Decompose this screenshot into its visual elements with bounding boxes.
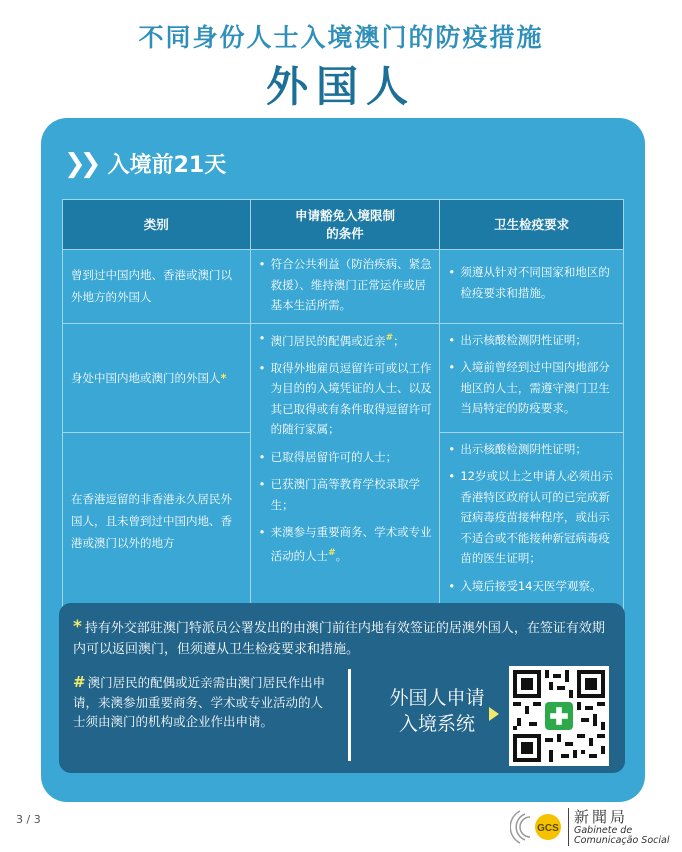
requirement-item: • 入境后接受14天医学观察。 [446, 576, 617, 597]
logo-divider [568, 808, 569, 846]
requirement-item: • 入境前曾经到过中国内地部分地区的人士，需遵守澳门卫生当局特定的防疫要求。 [446, 357, 617, 419]
svg-text:GCS: GCS [537, 823, 559, 834]
category-text: 在香港逗留的非香港永久居民外国人，且未曾到过中国内地、香港或澳门以外的地方 [71, 491, 232, 550]
note-hash [73, 673, 335, 732]
section-title: 入境前21天 [107, 153, 227, 178]
qr-code-icon [513, 670, 605, 762]
category-cell [63, 250, 251, 324]
divider [348, 669, 351, 761]
requirement-item: • 须遵从针对不同国家和地区的检疫要求和措施。 [446, 262, 617, 303]
category-text: 身处中国内地或澳门的外国人 [71, 370, 221, 385]
condition-item: • 已获澳门高等教育学校录取学生； [257, 474, 434, 515]
condition-tail: ； [393, 333, 405, 348]
requirements-cell [440, 323, 624, 432]
logo-pt-line2: Comunicação Social [574, 835, 670, 846]
logo-chinese-name: 新聞局 [574, 808, 629, 826]
condition-item: • 取得外地雇员逗留许可或以工作为目的的入境凭证的人士、以及其已取得或有条件取得逗留许可的随行家属； [257, 358, 434, 440]
condition-text: 澳门居民的配偶或近亲 [270, 333, 386, 348]
notes-box [59, 603, 625, 773]
requirements-cell [440, 432, 624, 610]
condition-item: • 符合公共利益（防治疾病、紧急救援）、维持澳门正常运作或居基本生活所需。 [257, 254, 434, 316]
page-subtitle: 外国人 [265, 62, 416, 111]
entry-system-label-line2: 入境系统 [398, 713, 475, 735]
category-cell [63, 323, 251, 432]
conditions-cell [250, 323, 440, 610]
page-title: 不同身份人士入境澳门的防疫措施 [138, 23, 544, 52]
header-category: 类别 [63, 200, 251, 250]
category-cell [63, 432, 251, 610]
header-requirements: 卫生检疫要求 [440, 200, 624, 250]
section-heading [64, 148, 226, 179]
header-conditions [250, 200, 440, 250]
gcs-logo [510, 805, 680, 849]
note-hash-text: 澳门居民的配偶或近亲需由澳门居民作出申请，来澳参加重要商务、学术或专业活动的人士须由澳门的机构或企业作出申请。 [73, 675, 326, 729]
header-conditions-label: 申请豁免入境限制的条件 [294, 207, 395, 241]
condition-text: 来澳参与重要商务、学术或专业活动的人士 [270, 525, 432, 563]
requirement-item: • 出示核酸检测阴性证明； [446, 439, 617, 460]
hash-mark: # [73, 673, 86, 691]
entry-system-label-line1: 外国人申请 [389, 687, 485, 709]
condition-tail: 。 [335, 548, 348, 563]
condition-item [257, 328, 434, 351]
hash-mark: # [328, 547, 336, 558]
qr-code[interactable] [509, 666, 609, 766]
play-arrow-icon [489, 707, 499, 721]
requirement-item: • 出示核酸检测阴性证明； [446, 330, 617, 351]
note-asterisk [73, 617, 613, 660]
conditions-cell [250, 250, 440, 324]
asterisk-mark: * [73, 617, 82, 637]
requirement-item: • 12岁或以上之申请人必须出示香港特区政府认可的已完成新冠病毒疫苗接种程序，或出示不适合或不能接种新冠病毒疫苗的医生证明； [446, 466, 617, 569]
category-text: 曾到过中国内地、香港或澳门以外地方的外国人 [71, 268, 232, 305]
page-number: 3 / 3 [16, 813, 41, 826]
measures-table [62, 199, 624, 610]
logo-pt-line1: Gabinete de [574, 825, 633, 836]
asterisk-mark: * [220, 370, 227, 385]
note-asterisk-text: 持有外交部驻澳门特派员公署发出的由澳门前往内地有效签证的居澳外国人，在签证有效期内可以返回澳门，但须遵从卫生检疫要求和措施。 [73, 621, 605, 657]
gcs-logo-icon [510, 805, 566, 849]
requirements-cell [440, 250, 624, 324]
condition-item: • 已取得居留许可的人士； [257, 447, 434, 468]
condition-item [257, 522, 434, 566]
double-chevron-right-icon: ❯❯ [64, 148, 96, 179]
logo-portuguese-name [574, 826, 669, 846]
entry-system-link[interactable] [367, 685, 507, 737]
hash-mark: # [385, 332, 394, 343]
